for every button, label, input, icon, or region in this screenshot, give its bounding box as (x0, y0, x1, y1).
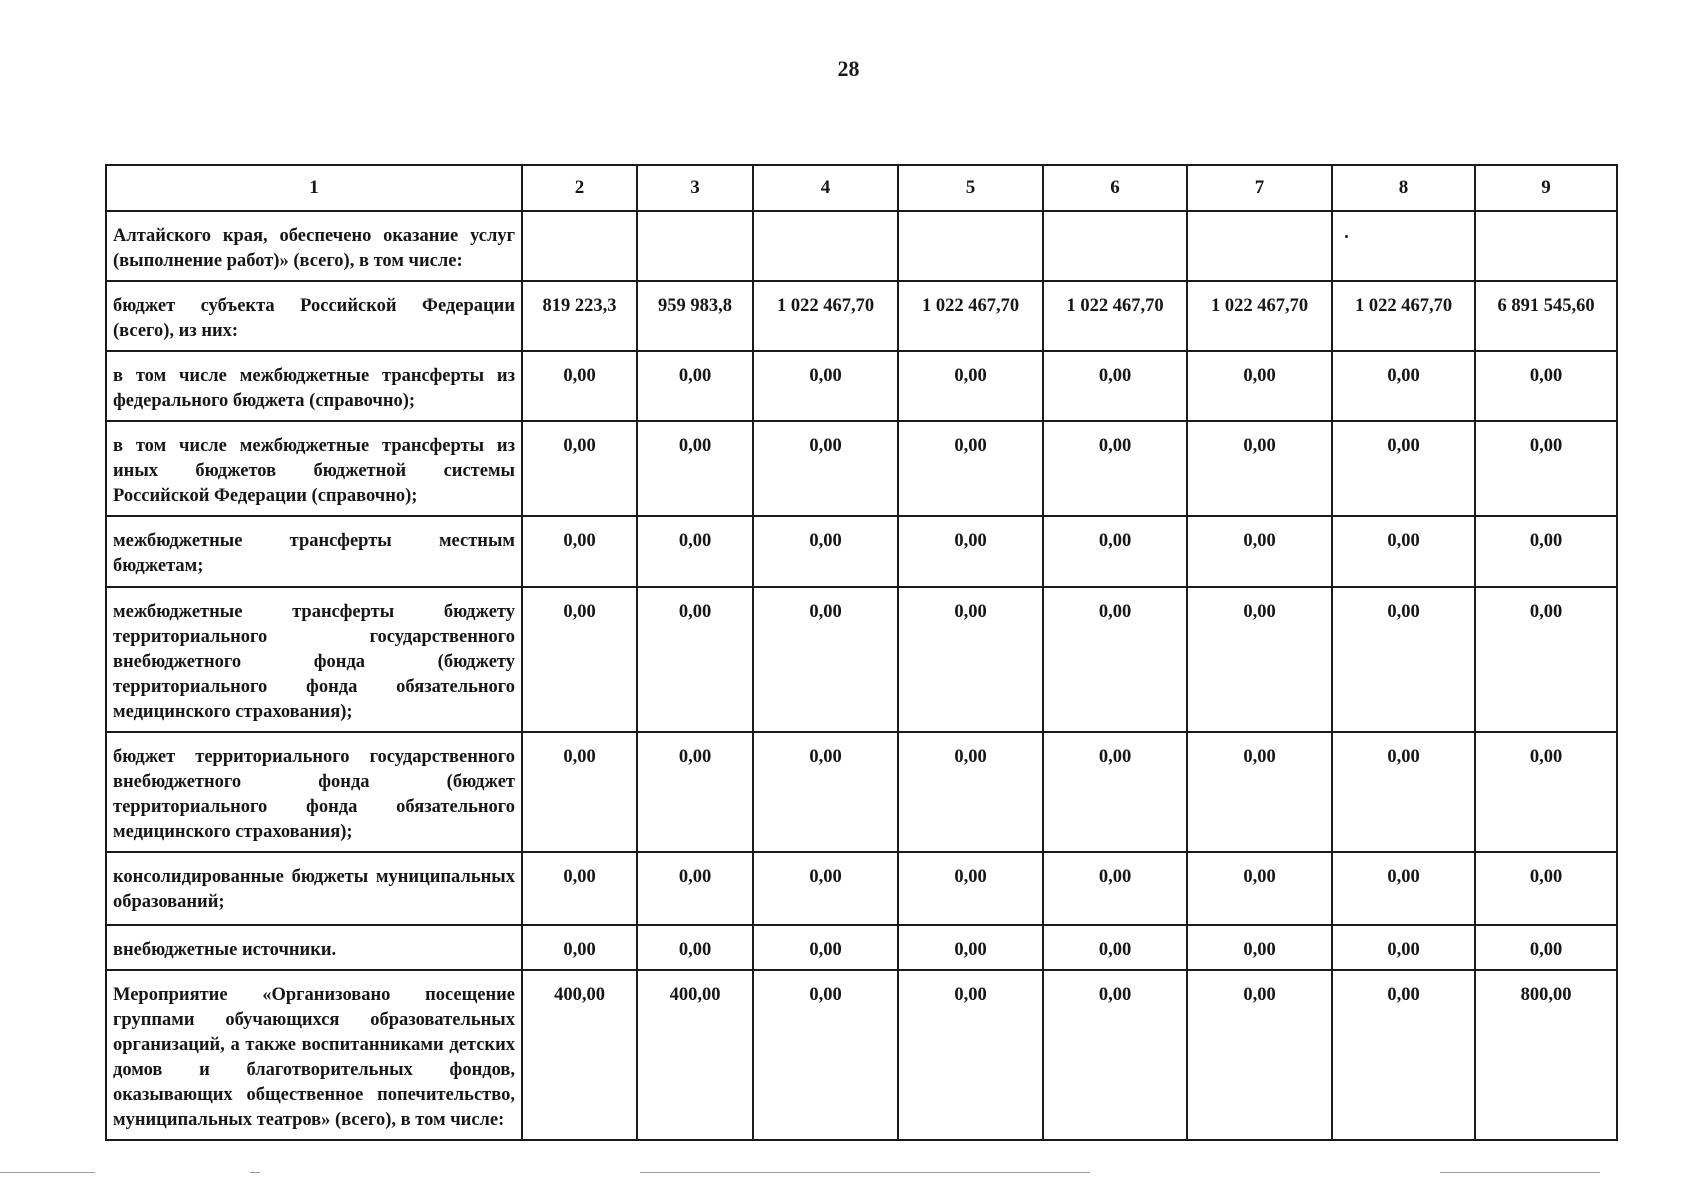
row-label: Мероприятие «Организовано посещение группами обучающихся образовательных организаций, а также воспитанниками детских домов и благотворительных фондов, оказывающих общественное попечительство, муниципальных театров» (всего), в том числе: (106, 970, 522, 1140)
value-cell: 0,00 (1187, 516, 1332, 587)
value-cell: 0,00 (522, 351, 637, 421)
value-cell (1475, 211, 1617, 281)
value-cell (753, 211, 898, 281)
value-cell: 0,00 (753, 732, 898, 852)
value-cell: 0,00 (1043, 421, 1187, 516)
value-cell: 0,00 (1043, 970, 1187, 1140)
value-cell: 0,00 (1332, 587, 1475, 732)
value-cell: 0,00 (1043, 925, 1187, 970)
row-label: в том числе межбюджетные трансферты из федерального бюджета (справочно); (106, 351, 522, 421)
value-cell: 0,00 (753, 421, 898, 516)
value-cell: 0,00 (1332, 970, 1475, 1140)
row-label: консолидированные бюджеты муниципальных образований; (106, 852, 522, 925)
value-cell: 400,00 (637, 970, 753, 1140)
value-cell: 1 022 467,70 (1043, 281, 1187, 351)
budget-table (105, 164, 1618, 1141)
row-label: бюджет субъекта Российской Федерации (всего), из них: (106, 281, 522, 351)
value-cell: 0,00 (1475, 587, 1617, 732)
value-cell: 0,00 (637, 421, 753, 516)
value-cell: 1 022 467,70 (1332, 281, 1475, 351)
row-label: бюджет территориального государственного внебюджетного фонда (бюджет территориального фонда обязательного медицинского страхования); (106, 732, 522, 852)
value-cell: 0,00 (1332, 732, 1475, 852)
value-cell: 800,00 (1475, 970, 1617, 1140)
value-cell: 0,00 (1475, 732, 1617, 852)
value-cell: 400,00 (522, 970, 637, 1140)
value-cell: 0,00 (1187, 421, 1332, 516)
value-cell: 0,00 (898, 852, 1043, 925)
value-cell: 0,00 (522, 925, 637, 970)
value-cell: 0,00 (753, 925, 898, 970)
value-cell: 0,00 (1043, 516, 1187, 587)
value-cell: 0,00 (1187, 970, 1332, 1140)
value-cell: 0,00 (1043, 732, 1187, 852)
value-cell: 0,00 (753, 852, 898, 925)
value-cell: 0,00 (1475, 516, 1617, 587)
row-label: Алтайского края, обеспечено оказание услуг (выполнение работ)» (всего), в том числе: (106, 211, 522, 281)
value-cell: 0,00 (1187, 925, 1332, 970)
value-cell (1043, 211, 1187, 281)
header-cell: 3 (637, 165, 753, 211)
value-cell: 0,00 (1475, 421, 1617, 516)
value-cell: 0,00 (898, 421, 1043, 516)
value-cell: 0,00 (1475, 351, 1617, 421)
value-cell: 0,00 (1187, 587, 1332, 732)
value-cell: 0,00 (1332, 421, 1475, 516)
value-cell (1187, 211, 1332, 281)
value-cell: 0,00 (522, 587, 637, 732)
row-label: межбюджетные трансферты бюджету территориального государственного внебюджетного фонда (бюджету территориального фонда обязательного медицинского страхования); (106, 587, 522, 732)
table-row (106, 351, 1617, 421)
value-cell: 0,00 (1043, 351, 1187, 421)
header-cell: 9 (1475, 165, 1617, 211)
scan-artifact-lines (0, 1172, 1697, 1176)
header-cell: 4 (753, 165, 898, 211)
value-cell: 0,00 (637, 516, 753, 587)
value-cell: 0,00 (1187, 732, 1332, 852)
value-cell (1332, 211, 1475, 281)
header-cell: 7 (1187, 165, 1332, 211)
value-cell: 0,00 (637, 351, 753, 421)
value-cell: 0,00 (753, 587, 898, 732)
value-cell: 0,00 (898, 587, 1043, 732)
table-row (106, 211, 1617, 281)
table-row (106, 925, 1617, 970)
value-cell (637, 211, 753, 281)
value-cell: 0,00 (637, 852, 753, 925)
value-cell: 0,00 (637, 925, 753, 970)
value-cell: 0,00 (898, 970, 1043, 1140)
table-row (106, 732, 1617, 852)
value-cell: 959 983,8 (637, 281, 753, 351)
value-cell: 0,00 (522, 732, 637, 852)
value-cell: 0,00 (898, 351, 1043, 421)
page-number: 28 (837, 56, 860, 81)
header-cell: 5 (898, 165, 1043, 211)
row-label: внебюджетные источники. (106, 925, 522, 970)
header-cell: 1 (106, 165, 522, 211)
value-cell: 0,00 (1475, 925, 1617, 970)
value-cell: 0,00 (1043, 587, 1187, 732)
value-cell (898, 211, 1043, 281)
value-cell: 0,00 (1332, 351, 1475, 421)
value-cell: 0,00 (1043, 852, 1187, 925)
header-row (106, 165, 1617, 211)
value-cell: 1 022 467,70 (753, 281, 898, 351)
value-cell: 0,00 (1187, 351, 1332, 421)
value-cell: 0,00 (637, 732, 753, 852)
header-cell: 8 (1332, 165, 1475, 211)
row-label: в том числе межбюджетные трансферты из иных бюджетов бюджетной системы Российской Федерации (справочно); (106, 421, 522, 516)
value-cell: 0,00 (522, 421, 637, 516)
header-cell: 2 (522, 165, 637, 211)
value-cell: 0,00 (898, 732, 1043, 852)
table-row (106, 516, 1617, 587)
value-cell: 0,00 (753, 970, 898, 1140)
table-row (106, 970, 1617, 1140)
value-cell: 0,00 (637, 587, 753, 732)
value-cell (522, 211, 637, 281)
value-cell: 0,00 (898, 925, 1043, 970)
value-cell: 0,00 (898, 516, 1043, 587)
value-cell: 0,00 (753, 351, 898, 421)
value-cell: 1 022 467,70 (1187, 281, 1332, 351)
value-cell: 0,00 (1332, 852, 1475, 925)
value-cell: 6 891 545,60 (1475, 281, 1617, 351)
value-cell: 0,00 (1475, 852, 1617, 925)
value-cell: 0,00 (753, 516, 898, 587)
value-cell: 1 022 467,70 (898, 281, 1043, 351)
value-cell: 0,00 (1187, 852, 1332, 925)
value-cell: 0,00 (1332, 925, 1475, 970)
header-cell: 6 (1043, 165, 1187, 211)
table-row (106, 587, 1617, 732)
table-row (106, 281, 1617, 351)
value-cell: 0,00 (522, 852, 637, 925)
value-cell: 0,00 (522, 516, 637, 587)
table-row (106, 852, 1617, 925)
value-cell: 819 223,3 (522, 281, 637, 351)
table-row (106, 421, 1617, 516)
row-label: межбюджетные трансферты местным бюджетам; (106, 516, 522, 587)
value-cell: 0,00 (1332, 516, 1475, 587)
